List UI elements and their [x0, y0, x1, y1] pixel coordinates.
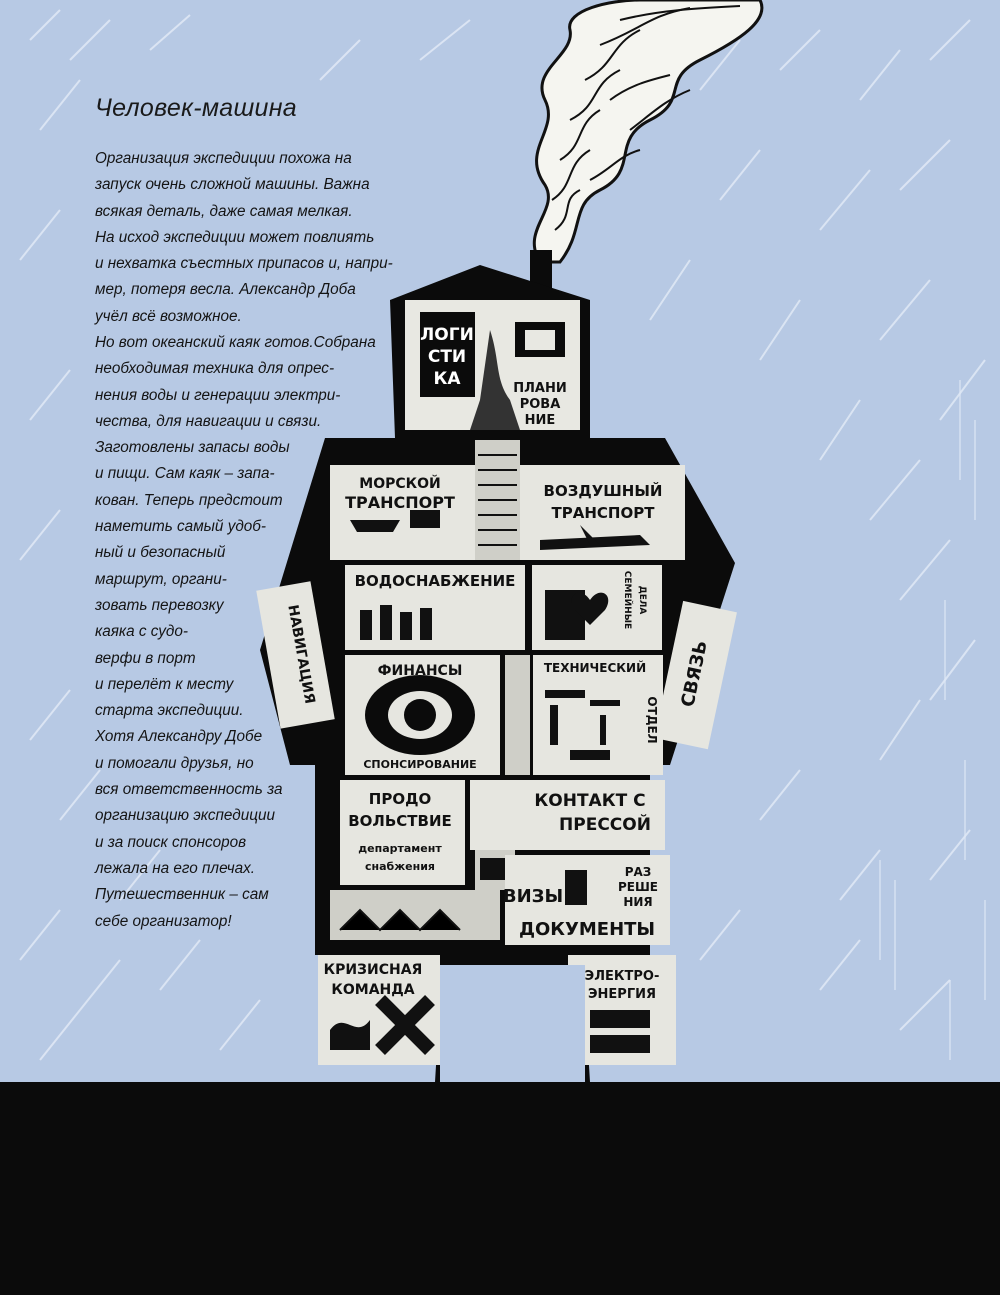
- label-family-affairs: СЕМЕЙНЫЕ: [622, 570, 632, 630]
- article-paragraph-2: Но вот океанский каяк готов.Собрана необходимая техника для опрес- нения воды и генерации электри- чества, для навигации и связи. Заготовлены запасы воды и пищи. Сам каяк – запа- кован. Теперь предстоит наметить самый удоб- ный и безопасный маршрут, органи- зовать перевозку каяка с судо- верфи в порт и перелёт к месту старта экспедиции. Хотя Александру Добе и помогали друзья, но вся ответственность за организацию экспедиции и за поиск спонсоров лежала на его плечах. Путешественник – сам себе организатор!: [95, 334, 376, 930]
- label-finance: ФИНАНСЫ: [377, 663, 463, 679]
- label-tech-dept: ТЕХНИЧЕСКИЙ: [543, 661, 647, 675]
- label-logistics: ЛОГИ: [420, 325, 474, 345]
- label-planning-3: НИЕ: [524, 413, 556, 428]
- label-planning-2: РОВА: [519, 397, 561, 412]
- smoke-plume: [534, 0, 762, 262]
- label-electricity: ЭЛЕКТРО-: [584, 969, 660, 984]
- label-visas: ВИЗЫ: [502, 886, 564, 907]
- label-air-transport-2: ТРАНСПОРТ: [551, 504, 655, 522]
- label-press-contact-2: ПРЕССОЙ: [559, 815, 651, 835]
- label-permits-3: НИЯ: [623, 895, 653, 909]
- label-sea-transport-2: ТРАНСПОРТ: [345, 493, 455, 512]
- label-provisions-2: ВОЛЬСТВИЕ: [348, 812, 452, 830]
- label-sea-transport: МОРСКОЙ: [359, 476, 441, 492]
- label-communication: СВЯЗЬ: [677, 638, 712, 709]
- label-documents: ДОКУМЕНТЫ: [518, 919, 656, 940]
- label-supply-dept: департамент: [358, 842, 442, 855]
- label-press-contact: КОНТАКТ С: [534, 791, 646, 811]
- article-heading: Человек-машина: [95, 94, 298, 122]
- label-supply-dept-2: снабжения: [364, 860, 436, 873]
- label-permits-2: РЕШЕ: [617, 880, 659, 894]
- label-tech-dept-2: ОТДЕЛ: [645, 696, 659, 744]
- label-crisis-team: КРИЗИСНАЯ: [323, 962, 423, 978]
- label-air-transport: ВОЗДУШНЫЙ: [543, 482, 663, 500]
- label-crisis-team-2: КОМАНДА: [331, 982, 415, 998]
- label-provisions: ПРОДО: [368, 790, 432, 808]
- label-logistics-2: СТИ: [427, 347, 467, 367]
- label-navigation: НАВИГАЦИЯ: [284, 603, 318, 706]
- label-sponsorship: СПОНСИРОВАНИЕ: [363, 758, 477, 771]
- label-permits: РАЗ: [624, 865, 652, 879]
- label-water-supply: ВОДОСНАБЖЕНИЕ: [354, 572, 516, 590]
- label-electricity-2: ЭНЕРГИЯ: [587, 987, 657, 1002]
- label-logistics-3: КА: [433, 369, 461, 389]
- label-planning: ПЛАНИ: [513, 381, 567, 396]
- article-paragraph-1: Организация экспедиции похожа на запуск очень сложной машины. Важна всякая деталь, даже самая мелкая. На исход экспедиции может повлиять и нехватка съестных припасов и, напри- мер, потеря весла. Александр Доба учёл всё возможное.: [95, 150, 393, 325]
- label-family-affairs-2: ДЕЛА: [637, 585, 647, 615]
